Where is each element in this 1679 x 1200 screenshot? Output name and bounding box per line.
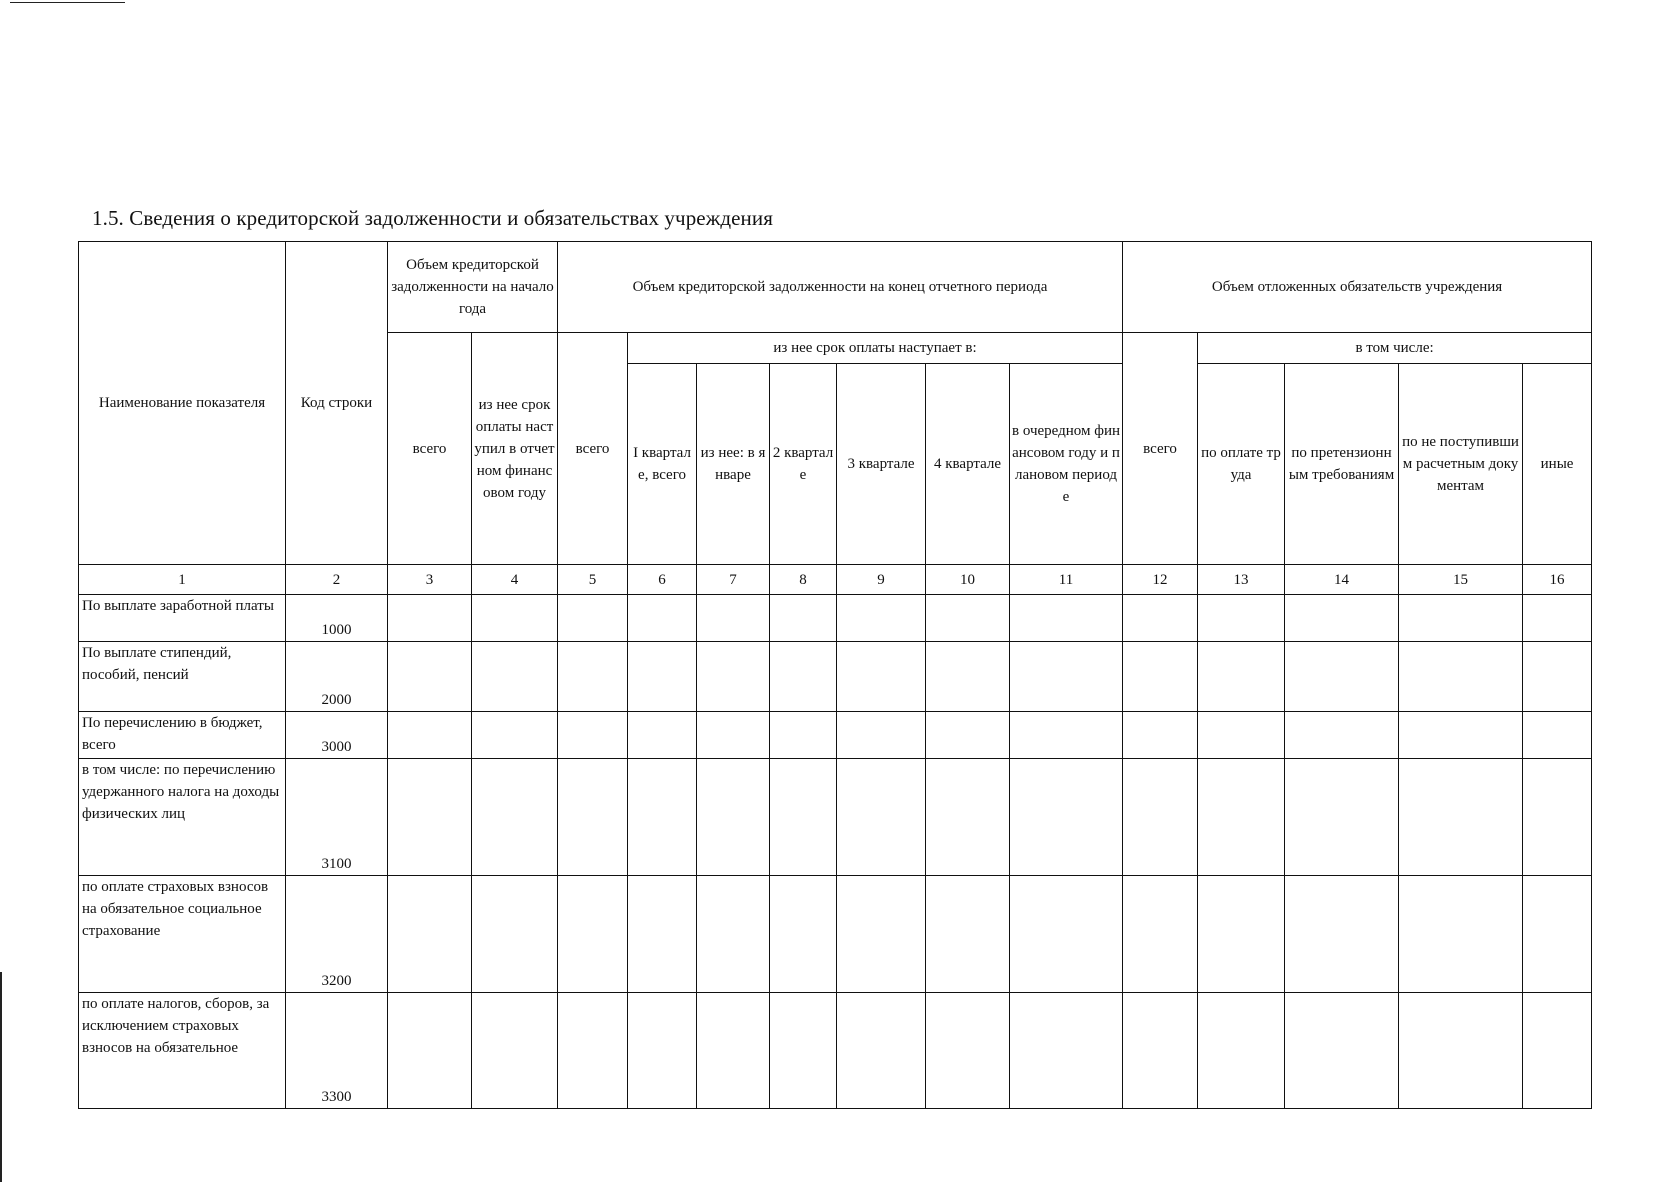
data-cell: [837, 759, 926, 876]
column-number: 1: [79, 565, 286, 595]
data-cell: [628, 642, 697, 712]
data-cell: [558, 712, 628, 759]
header-missing-docs: по не поступившим расчетным документам: [1399, 364, 1523, 565]
data-cell: [926, 642, 1010, 712]
data-cell: [472, 712, 558, 759]
header-other: иные: [1523, 364, 1592, 565]
header-next-period: в очередном финансовом году и плановом периоде: [1010, 364, 1123, 565]
payables-table: [78, 241, 1592, 1109]
header-end-group: Объем кредиторской задолженности на конец отчетного периода: [558, 242, 1123, 333]
data-cell: [1523, 595, 1592, 642]
data-cell: [1010, 759, 1123, 876]
data-cell: [1198, 876, 1285, 993]
left-edge-mark: [0, 972, 2, 1182]
data-cell: [770, 595, 837, 642]
data-cell: [558, 993, 628, 1109]
data-cell: [926, 876, 1010, 993]
data-cell: [770, 642, 837, 712]
data-cell: [837, 712, 926, 759]
data-cell: [926, 712, 1010, 759]
header-deferred-including: в том числе:: [1198, 333, 1592, 364]
data-cell: [1285, 759, 1399, 876]
data-cell: [1010, 876, 1123, 993]
column-number: 2: [286, 565, 388, 595]
header-q3: 3 квартале: [837, 364, 926, 565]
column-number: 4: [472, 565, 558, 595]
data-cell: [697, 595, 770, 642]
data-cell: [697, 712, 770, 759]
data-cell: [1523, 993, 1592, 1109]
header-end-total: всего: [558, 333, 628, 565]
table-row: [79, 876, 1592, 993]
header-deferred-total: всего: [1123, 333, 1198, 565]
data-cell: [837, 642, 926, 712]
data-cell: [1399, 993, 1523, 1109]
data-cell: [926, 595, 1010, 642]
data-cell: [472, 642, 558, 712]
data-cell: [770, 759, 837, 876]
data-cell: [1123, 876, 1198, 993]
row-name: в том числе: по перечислению удержанного налога на доходы физических лиц: [79, 759, 286, 876]
header-end-of-which: из нее срок оплаты наступает в:: [628, 333, 1123, 364]
data-cell: [558, 595, 628, 642]
data-cell: [558, 876, 628, 993]
column-number: 8: [770, 565, 837, 595]
header-begin-group: Объем кредиторской задолженности на начало года: [388, 242, 558, 333]
column-number: 10: [926, 565, 1010, 595]
column-number: 16: [1523, 565, 1592, 595]
data-cell: [628, 876, 697, 993]
data-cell: [1523, 759, 1592, 876]
row-name: по оплате налогов, сборов, за исключением страховых взносов на обязательное: [79, 993, 286, 1109]
table-row: [79, 993, 1592, 1109]
column-number: 13: [1198, 565, 1285, 595]
data-cell: [770, 712, 837, 759]
data-cell: [1198, 712, 1285, 759]
data-cell: [1523, 876, 1592, 993]
table-row: [79, 759, 1592, 876]
column-number: 7: [697, 565, 770, 595]
data-cell: [697, 876, 770, 993]
data-cell: [1399, 642, 1523, 712]
data-cell: [926, 993, 1010, 1109]
data-cell: [628, 759, 697, 876]
data-cell: [1523, 712, 1592, 759]
section-title: 1.5. Сведения о кредиторской задолженности и обязательствах учреждения: [92, 206, 773, 230]
data-cell: [697, 642, 770, 712]
data-cell: [388, 759, 472, 876]
column-number: 11: [1010, 565, 1123, 595]
data-cell: [558, 759, 628, 876]
data-cell: [1285, 712, 1399, 759]
data-cell: [1010, 993, 1123, 1109]
data-cell: [1399, 759, 1523, 876]
row-name: По выплате стипендий, пособий, пенсий: [79, 642, 286, 712]
data-cell: [1399, 712, 1523, 759]
row-code: 2000: [286, 642, 388, 712]
data-cell: [472, 595, 558, 642]
data-cell: [837, 993, 926, 1109]
data-cell: [472, 759, 558, 876]
column-number: 6: [628, 565, 697, 595]
data-cell: [628, 993, 697, 1109]
data-cell: [1123, 595, 1198, 642]
column-number: 14: [1285, 565, 1399, 595]
data-cell: [1523, 642, 1592, 712]
data-cell: [1285, 876, 1399, 993]
data-cell: [1198, 595, 1285, 642]
data-cell: [697, 759, 770, 876]
header-deferred-group: Объем отложенных обязательств учреждения: [1123, 242, 1592, 333]
row-code: 3200: [286, 876, 388, 993]
row-code: 3300: [286, 993, 388, 1109]
header-begin-total: всего: [388, 333, 472, 565]
column-number: 15: [1399, 565, 1523, 595]
data-cell: [472, 993, 558, 1109]
header-code: Код строки: [286, 242, 388, 565]
header-q4: 4 квартале: [926, 364, 1010, 565]
data-cell: [388, 876, 472, 993]
data-cell: [1123, 642, 1198, 712]
data-cell: [388, 712, 472, 759]
data-cell: [1123, 759, 1198, 876]
data-cell: [837, 876, 926, 993]
header-claims: по претензионным требованиям: [1285, 364, 1399, 565]
column-number: 9: [837, 565, 926, 595]
row-name: По выплате заработной платы: [79, 595, 286, 642]
data-cell: [1285, 642, 1399, 712]
data-cell: [558, 642, 628, 712]
data-cell: [1010, 712, 1123, 759]
table-row: [79, 642, 1592, 712]
data-cell: [1123, 712, 1198, 759]
header-january: из нее: в январе: [697, 364, 770, 565]
data-cell: [628, 595, 697, 642]
data-cell: [388, 642, 472, 712]
column-number: 12: [1123, 565, 1198, 595]
data-cell: [1123, 993, 1198, 1109]
data-cell: [628, 712, 697, 759]
top-edge-line: [10, 2, 125, 3]
row-name: По перечислению в бюджет, всего: [79, 712, 286, 759]
data-cell: [472, 876, 558, 993]
table-row: [79, 595, 1592, 642]
data-cell: [1198, 759, 1285, 876]
column-number: 5: [558, 565, 628, 595]
header-labor: по оплате труда: [1198, 364, 1285, 565]
data-cell: [1010, 595, 1123, 642]
column-number: 3: [388, 565, 472, 595]
header-begin-of-which: из нее срок оплаты наступил в отчетном финансовом году: [472, 333, 558, 565]
data-cell: [1285, 993, 1399, 1109]
data-cell: [770, 993, 837, 1109]
data-cell: [388, 993, 472, 1109]
header-q1: I квартале, всего: [628, 364, 697, 565]
data-cell: [1198, 993, 1285, 1109]
data-cell: [1010, 642, 1123, 712]
row-code: 1000: [286, 595, 388, 642]
row-code: 3100: [286, 759, 388, 876]
row-code: 3000: [286, 712, 388, 759]
table-row: [79, 712, 1592, 759]
data-cell: [1285, 595, 1399, 642]
data-cell: [770, 876, 837, 993]
data-cell: [1399, 876, 1523, 993]
data-cell: [1399, 595, 1523, 642]
data-cell: [697, 993, 770, 1109]
data-cell: [837, 595, 926, 642]
header-name: Наименование показателя: [79, 242, 286, 565]
row-name: по оплате страховых взносов на обязательное социальное страхование: [79, 876, 286, 993]
data-cell: [1198, 642, 1285, 712]
data-cell: [926, 759, 1010, 876]
data-cell: [388, 595, 472, 642]
header-q2: 2 квартале: [770, 364, 837, 565]
